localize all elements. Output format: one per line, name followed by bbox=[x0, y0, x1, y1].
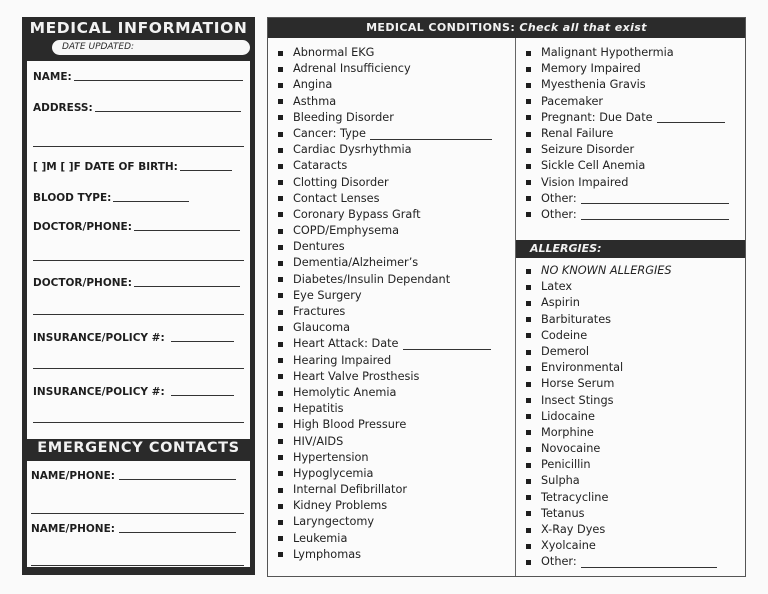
allergy-xyolcaine[interactable] bbox=[526, 538, 717, 554]
allergy-label: Horse Serum bbox=[541, 377, 615, 391]
allergy-label: Insect Stings bbox=[541, 393, 614, 407]
condition-label: Contact Lenses bbox=[293, 191, 380, 205]
condition-sickle-cell-anemia[interactable] bbox=[526, 158, 729, 174]
sex-dob-label: [ ]M [ ]F DATE OF BIRTH: bbox=[33, 161, 178, 173]
condition-glaucoma[interactable] bbox=[278, 320, 492, 336]
checkbox-bullet-icon[interactable] bbox=[526, 447, 531, 452]
checkbox-bullet-icon[interactable] bbox=[526, 414, 531, 419]
address-line-2[interactable] bbox=[33, 146, 244, 147]
medical-conditions-header bbox=[268, 18, 745, 38]
condition-label: Other: bbox=[541, 191, 577, 205]
condition-coronary-bypass-graft[interactable] bbox=[278, 207, 492, 223]
checkbox-bullet-icon[interactable] bbox=[278, 99, 283, 104]
condition-label: Other: bbox=[541, 207, 577, 221]
condition-malignant-hypothermia[interactable] bbox=[526, 45, 729, 61]
condition-label: Laryngectomy bbox=[293, 515, 375, 529]
checkbox-bullet-icon[interactable] bbox=[278, 132, 283, 137]
condition-label: Coronary Bypass Graft bbox=[293, 207, 421, 221]
condition-label: Hypertension bbox=[293, 450, 369, 464]
medical-conditions-box bbox=[267, 17, 746, 577]
allergy-label: Sulpha bbox=[541, 474, 580, 488]
conditions-column-1 bbox=[278, 45, 492, 563]
condition-laryngectomy[interactable] bbox=[278, 514, 492, 530]
condition-hiv-aids[interactable] bbox=[278, 434, 492, 450]
condition-memory-impaired[interactable] bbox=[526, 61, 729, 77]
allergy-label: Tetanus bbox=[541, 506, 585, 520]
emergency-contact-label-1: NAME/PHONE: bbox=[31, 470, 115, 482]
allergy-label: Codeine bbox=[541, 328, 588, 342]
condition-label: Hearing Impaired bbox=[293, 353, 392, 367]
condition-label: HIV/AIDS bbox=[293, 434, 344, 448]
allergy-aspirin[interactable] bbox=[526, 295, 717, 311]
allergy-blank-line[interactable] bbox=[581, 567, 717, 568]
allergy-no-known-allergies[interactable] bbox=[526, 263, 717, 279]
allergy-demerol[interactable] bbox=[526, 344, 717, 360]
doctor-phone-line-2b[interactable] bbox=[33, 314, 244, 315]
checkbox-bullet-icon[interactable] bbox=[278, 310, 283, 315]
condition-renal-failure[interactable] bbox=[526, 126, 729, 142]
checkbox-bullet-icon[interactable] bbox=[526, 544, 531, 549]
checkbox-bullet-icon[interactable] bbox=[278, 391, 283, 396]
allergy-label: Demerol bbox=[541, 344, 590, 358]
allergy-label: Other: bbox=[541, 555, 577, 569]
condition-fractures[interactable] bbox=[278, 304, 492, 320]
condition-label: Cataracts bbox=[293, 159, 348, 173]
checkbox-bullet-icon[interactable] bbox=[278, 520, 283, 525]
condition-blank-line[interactable] bbox=[403, 349, 491, 350]
checkbox-bullet-icon[interactable] bbox=[526, 463, 531, 468]
checkbox-bullet-icon[interactable] bbox=[526, 495, 531, 500]
emergency-contacts-title: EMERGENCY CONTACTS bbox=[37, 440, 240, 456]
condition-hepatitis[interactable] bbox=[278, 401, 492, 417]
conditions-column-2 bbox=[526, 45, 729, 223]
condition-label: Eye Surgery bbox=[293, 288, 362, 302]
allergy-label: NO KNOWN ALLERGIES bbox=[541, 264, 672, 277]
condition-clotting-disorder[interactable] bbox=[278, 175, 492, 191]
name-label: NAME: bbox=[33, 71, 72, 83]
condition-hypertension[interactable] bbox=[278, 450, 492, 466]
condition-label: Hypoglycemia bbox=[293, 466, 374, 480]
condition-label: Leukemia bbox=[293, 531, 348, 545]
condition-blank-line[interactable] bbox=[581, 203, 729, 204]
checkbox-bullet-icon[interactable] bbox=[278, 471, 283, 476]
condition-dementia-alzheimer-s[interactable] bbox=[278, 255, 492, 271]
condition-label: Pacemaker bbox=[541, 94, 604, 108]
emergency-contact-line-2 bbox=[119, 532, 236, 533]
doctor-phone-field-1[interactable] bbox=[33, 221, 240, 233]
checkbox-bullet-icon[interactable] bbox=[526, 285, 531, 290]
insurance-line-1b[interactable] bbox=[33, 368, 244, 369]
checkbox-bullet-icon[interactable] bbox=[278, 536, 283, 541]
insurance-label-1: INSURANCE/POLICY #: bbox=[33, 332, 165, 344]
condition-cataracts[interactable] bbox=[278, 158, 492, 174]
condition-adrenal-insufficiency[interactable] bbox=[278, 61, 492, 77]
condition-dentures[interactable] bbox=[278, 239, 492, 255]
doctor-phone-line-1 bbox=[134, 230, 240, 231]
emergency-contact-field-1[interactable] bbox=[31, 470, 236, 482]
condition-label: Vision Impaired bbox=[541, 175, 629, 189]
checkbox-bullet-icon[interactable] bbox=[526, 99, 531, 104]
checkbox-bullet-icon[interactable] bbox=[278, 455, 283, 460]
condition-high-blood-pressure[interactable] bbox=[278, 417, 492, 433]
condition-label: Lymphomas bbox=[293, 547, 362, 561]
insurance-line-2b[interactable] bbox=[33, 422, 244, 423]
checkbox-bullet-icon[interactable] bbox=[278, 326, 283, 331]
allergy-label: Tetracycline bbox=[541, 490, 609, 504]
checkbox-bullet-icon[interactable] bbox=[278, 374, 283, 379]
insurance-line-2 bbox=[171, 395, 234, 396]
checkbox-bullet-icon[interactable] bbox=[278, 504, 283, 509]
checkbox-bullet-icon[interactable] bbox=[278, 115, 283, 120]
condition-vision-impaired[interactable] bbox=[526, 175, 729, 191]
condition-label: Heart Attack: Date bbox=[293, 337, 399, 351]
allergy-latex[interactable] bbox=[526, 279, 717, 295]
checkbox-bullet-icon[interactable] bbox=[278, 196, 283, 201]
name-field[interactable] bbox=[33, 71, 243, 83]
allergy-label: Lidocaine bbox=[541, 409, 595, 423]
condition-myesthenia-gravis[interactable] bbox=[526, 77, 729, 93]
condition-cancer-type[interactable] bbox=[278, 126, 492, 142]
condition-asthma[interactable] bbox=[278, 94, 492, 110]
allergy-label: Barbiturates bbox=[541, 312, 612, 326]
condition-label: Adrenal Insufficiency bbox=[293, 62, 411, 76]
checkbox-bullet-icon[interactable] bbox=[526, 398, 531, 403]
emergency-contact-line-1 bbox=[119, 479, 236, 480]
condition-leukemia[interactable] bbox=[278, 531, 492, 547]
checkbox-bullet-icon[interactable] bbox=[526, 115, 531, 120]
allergy-insect-stings[interactable] bbox=[526, 393, 717, 409]
checkbox-bullet-icon[interactable] bbox=[278, 358, 283, 363]
checkbox-bullet-icon[interactable] bbox=[526, 511, 531, 516]
checkbox-bullet-icon[interactable] bbox=[526, 301, 531, 306]
column-divider bbox=[515, 38, 516, 576]
allergies-header: ALLERGIES: bbox=[516, 240, 745, 258]
allergy-label: Penicillin bbox=[541, 458, 591, 472]
condition-label: Hepatitis bbox=[293, 402, 344, 416]
allergy-label: Aspirin bbox=[541, 296, 580, 310]
personal-info-panel bbox=[27, 61, 250, 439]
checkbox-bullet-icon[interactable] bbox=[526, 180, 531, 185]
allergy-barbiturates[interactable] bbox=[526, 312, 717, 328]
condition-label: Heart Valve Prosthesis bbox=[293, 369, 420, 383]
allergy-codeine[interactable] bbox=[526, 328, 717, 344]
condition-bleeding-disorder[interactable] bbox=[278, 110, 492, 126]
insurance-line-1 bbox=[171, 341, 234, 342]
insurance-label-2: INSURANCE/POLICY #: bbox=[33, 386, 165, 398]
condition-label: Memory Impaired bbox=[541, 62, 641, 76]
checkbox-bullet-icon[interactable] bbox=[526, 350, 531, 355]
dob-line bbox=[180, 170, 232, 171]
checkbox-bullet-icon[interactable] bbox=[278, 83, 283, 88]
checkbox-bullet-icon[interactable] bbox=[526, 132, 531, 137]
medical-conditions-title: MEDICAL CONDITIONS: bbox=[366, 21, 520, 34]
checkbox-bullet-icon[interactable] bbox=[278, 164, 283, 169]
medical-information-card bbox=[22, 17, 255, 575]
doctor-phone-field-2[interactable] bbox=[33, 277, 240, 289]
condition-label: Diabetes/Insulin Dependant bbox=[293, 272, 451, 286]
doctor-phone-line-1b[interactable] bbox=[33, 260, 244, 261]
condition-label: Dentures bbox=[293, 240, 345, 254]
sex-dob-field[interactable] bbox=[33, 161, 232, 173]
condition-hearing-impaired[interactable] bbox=[278, 353, 492, 369]
allergy-label: X-Ray Dyes bbox=[541, 523, 606, 536]
condition-label: Cardiac Dysrhythmia bbox=[293, 143, 412, 157]
condition-label: COPD/Emphysema bbox=[293, 224, 400, 238]
allergy-lidocaine[interactable] bbox=[526, 409, 717, 425]
checkbox-bullet-icon[interactable] bbox=[526, 317, 531, 322]
checkbox-bullet-icon[interactable] bbox=[526, 333, 531, 338]
checkbox-bullet-icon[interactable] bbox=[278, 212, 283, 217]
emergency-contact-label-2: NAME/PHONE: bbox=[31, 523, 115, 535]
condition-angina[interactable] bbox=[278, 77, 492, 93]
condition-lymphomas[interactable] bbox=[278, 547, 492, 563]
condition-blank-line[interactable] bbox=[581, 219, 729, 220]
condition-label: Cancer: Type bbox=[293, 126, 366, 140]
checkbox-bullet-icon[interactable] bbox=[278, 180, 283, 185]
emergency-contact-line-2b[interactable] bbox=[31, 565, 244, 566]
checkbox-bullet-icon[interactable] bbox=[278, 552, 283, 557]
condition-blank-line[interactable] bbox=[657, 122, 725, 123]
condition-label: Sickle Cell Anemia bbox=[541, 159, 646, 173]
allergy-environmental[interactable] bbox=[526, 360, 717, 376]
condition-kidney-problems[interactable] bbox=[278, 498, 492, 514]
condition-label: Abnormal EKG bbox=[293, 46, 375, 59]
address-line bbox=[95, 111, 241, 112]
condition-hypoglycemia[interactable] bbox=[278, 466, 492, 482]
condition-label: Bleeding Disorder bbox=[293, 110, 394, 124]
condition-label: Angina bbox=[293, 78, 333, 92]
allergy-label: Latex bbox=[541, 280, 573, 294]
condition-pacemaker[interactable] bbox=[526, 94, 729, 110]
checkbox-bullet-icon[interactable] bbox=[278, 277, 283, 282]
date-updated-field[interactable]: DATE UPDATED: bbox=[52, 40, 250, 55]
insurance-field-2[interactable] bbox=[33, 386, 234, 398]
checkbox-bullet-icon[interactable] bbox=[278, 342, 283, 347]
condition-hemolytic-anemia[interactable] bbox=[278, 385, 492, 401]
condition-pregnant-due-date[interactable] bbox=[526, 110, 729, 126]
blood-type-label: BLOOD TYPE: bbox=[33, 192, 112, 204]
checkbox-bullet-icon[interactable] bbox=[278, 261, 283, 266]
checkbox-bullet-icon[interactable] bbox=[278, 407, 283, 412]
checkbox-bullet-icon[interactable] bbox=[278, 148, 283, 153]
checkbox-bullet-icon[interactable] bbox=[526, 560, 531, 565]
checkbox-bullet-icon[interactable] bbox=[526, 164, 531, 169]
checkbox-bullet-icon[interactable] bbox=[526, 67, 531, 72]
condition-label: Clotting Disorder bbox=[293, 175, 389, 189]
condition-heart-attack-date[interactable] bbox=[278, 336, 492, 352]
allergy-novocaine[interactable] bbox=[526, 441, 717, 457]
condition-label: Dementia/Alzheimer’s bbox=[293, 256, 419, 270]
condition-label: Kidney Problems bbox=[293, 499, 388, 513]
allergy-x-ray-dyes[interactable] bbox=[526, 522, 717, 538]
condition-cardiac-dysrhythmia[interactable] bbox=[278, 142, 492, 158]
allergy-tetracycline[interactable] bbox=[526, 490, 717, 506]
allergies-list bbox=[526, 263, 717, 571]
condition-label: Fractures bbox=[293, 305, 346, 318]
insurance-field-1[interactable] bbox=[33, 332, 234, 344]
allergy-tetanus[interactable] bbox=[526, 506, 717, 522]
checkbox-bullet-icon[interactable] bbox=[278, 229, 283, 234]
emergency-contacts-panel bbox=[27, 461, 250, 567]
checkbox-bullet-icon[interactable] bbox=[526, 430, 531, 435]
condition-label: Myesthenia Gravis bbox=[541, 78, 646, 92]
checkbox-bullet-icon[interactable] bbox=[278, 423, 283, 428]
checkbox-bullet-icon[interactable] bbox=[278, 439, 283, 444]
allergy-horse-serum[interactable] bbox=[526, 376, 717, 392]
allergy-other[interactable] bbox=[526, 554, 717, 570]
checkbox-bullet-icon[interactable] bbox=[526, 83, 531, 88]
checkbox-bullet-icon[interactable] bbox=[526, 382, 531, 387]
condition-label: Internal Defibrillator bbox=[293, 483, 408, 497]
condition-heart-valve-prosthesis[interactable] bbox=[278, 369, 492, 385]
allergy-morphine[interactable] bbox=[526, 425, 717, 441]
emergency-contact-line-1b[interactable] bbox=[31, 513, 244, 514]
condition-label: Hemolytic Anemia bbox=[293, 385, 397, 399]
doctor-phone-label-2: DOCTOR/PHONE: bbox=[33, 277, 132, 289]
checkbox-bullet-icon[interactable] bbox=[526, 51, 531, 56]
blood-type-field[interactable] bbox=[33, 192, 189, 204]
condition-blank-line[interactable] bbox=[370, 139, 492, 140]
checkbox-bullet-icon[interactable] bbox=[278, 51, 283, 56]
condition-label: Glaucoma bbox=[293, 321, 351, 335]
condition-label: Asthma bbox=[293, 94, 337, 108]
condition-internal-defibrillator[interactable] bbox=[278, 482, 492, 498]
condition-eye-surgery[interactable] bbox=[278, 288, 492, 304]
name-line bbox=[74, 80, 243, 81]
condition-seizure-disorder[interactable] bbox=[526, 142, 729, 158]
condition-label: Renal Failure bbox=[541, 126, 614, 140]
address-label: ADDRESS: bbox=[33, 102, 93, 114]
medical-conditions-instruction: Check all that exist bbox=[519, 21, 647, 34]
emergency-contact-field-2[interactable] bbox=[31, 523, 236, 535]
condition-label: Pregnant: Due Date bbox=[541, 110, 653, 124]
checkbox-bullet-icon[interactable] bbox=[526, 212, 531, 217]
checkbox-bullet-icon[interactable] bbox=[526, 269, 531, 274]
condition-diabetes-insulin-dependant[interactable] bbox=[278, 272, 492, 288]
condition-abnormal-ekg[interactable] bbox=[278, 45, 492, 61]
allergy-label: Xyolcaine bbox=[541, 539, 596, 553]
checkbox-bullet-icon[interactable] bbox=[278, 67, 283, 72]
condition-contact-lenses[interactable] bbox=[278, 191, 492, 207]
allergy-sulpha[interactable] bbox=[526, 473, 717, 489]
checkbox-bullet-icon[interactable] bbox=[526, 528, 531, 533]
condition-copd-emphysema[interactable] bbox=[278, 223, 492, 239]
condition-other[interactable] bbox=[526, 207, 729, 223]
checkbox-bullet-icon[interactable] bbox=[526, 196, 531, 201]
checkbox-bullet-icon[interactable] bbox=[526, 366, 531, 371]
checkbox-bullet-icon[interactable] bbox=[278, 293, 283, 298]
checkbox-bullet-icon[interactable] bbox=[278, 488, 283, 493]
allergy-label: Novocaine bbox=[541, 442, 601, 456]
blood-type-line bbox=[113, 201, 189, 202]
allergy-label: Environmental bbox=[541, 361, 624, 375]
allergy-penicillin[interactable] bbox=[526, 457, 717, 473]
checkbox-bullet-icon[interactable] bbox=[278, 245, 283, 250]
checkbox-bullet-icon[interactable] bbox=[526, 479, 531, 484]
condition-label: Malignant Hypothermia bbox=[541, 46, 674, 59]
doctor-phone-line-2 bbox=[134, 286, 240, 287]
medical-information-title: MEDICAL INFORMATION bbox=[29, 19, 248, 37]
allergy-label: Morphine bbox=[541, 425, 594, 439]
doctor-phone-label-1: DOCTOR/PHONE: bbox=[33, 221, 132, 233]
condition-label: High Blood Pressure bbox=[293, 418, 407, 432]
condition-label: Seizure Disorder bbox=[541, 143, 635, 157]
condition-other[interactable] bbox=[526, 191, 729, 207]
address-field[interactable] bbox=[33, 102, 241, 114]
checkbox-bullet-icon[interactable] bbox=[526, 148, 531, 153]
